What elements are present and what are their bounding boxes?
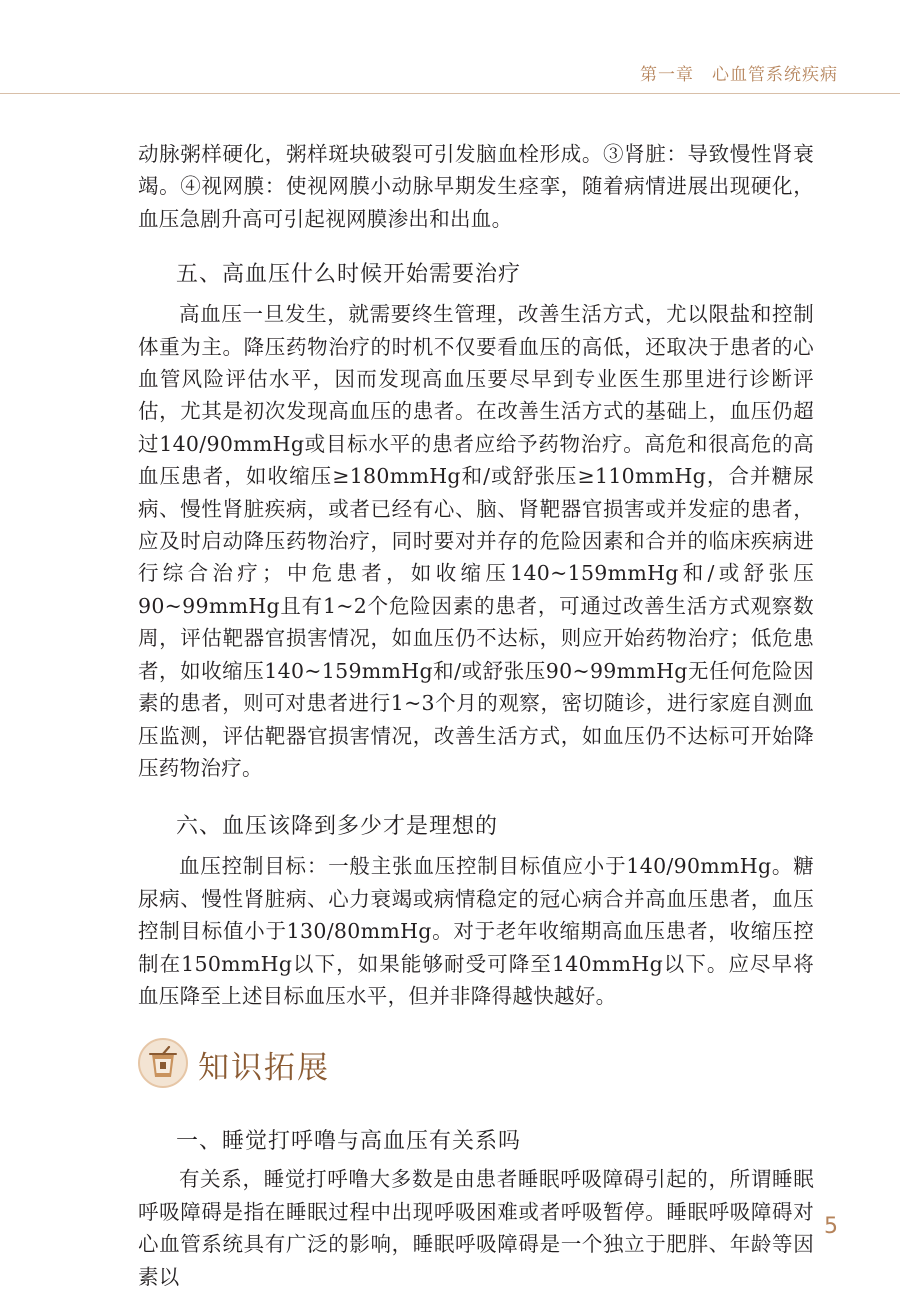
page-number: 5 — [824, 1214, 838, 1239]
section-heading-extension-1: 一、睡觉打呼噜与高血压有关系吗 — [176, 1129, 522, 1155]
page-content — [138, 138, 814, 1293]
continuation-paragraph: 动脉粥样硬化，粥样斑块破裂可引发脑血栓形成。③肾脏：导致慢性肾衰竭。④视网膜：使视网膜小动脉早期发生痉挛，随着病情进展出现硬化，血压急剧升高可引起视网膜渗出和出血。 — [138, 142, 814, 231]
section-6-body: 血压控制目标：一般主张血压控制目标值应小于140/90mmHg。糖尿病、慢性肾脏病、心力衰竭或病情稳定的冠心病合并高血压患者，血压控制目标值小于130/80mmHg。对于老年收缩期高血压患者，收缩压控制在150mmHg以下，如果能够耐受可降至140mmHg以下。应尽早将血压降至上述目标血压水平，但并非降得越快越好。 — [138, 854, 814, 1008]
header-rule — [0, 93, 900, 94]
knowledge-extension-banner — [138, 1034, 814, 1096]
section-heading-6: 六、血压该降到多少才是理想的 — [176, 814, 499, 840]
banner-title: 知识拓展 — [198, 1050, 330, 1087]
section-heading-5: 五、高血压什么时候开始需要治疗 — [176, 262, 522, 288]
section-5-body: 高血压一旦发生，就需要终生管理，改善生活方式，尤以限盐和控制体重为主。降压药物治疗的时机不仅要看血压的高低，还取决于患者的心血管风险评估水平，因而发现高血压要尽早到专业医生那里进行诊断评估，尤其是初次发现高血压的患者。在改善生活方式的基础上，血压仍超过140/90mmHg或目标水平的患者应给予药物治疗。高危和很高危的高血压患者，如收缩压≥180mmHg和/或舒张压≥110mmHg，合并糖尿病、慢性肾脏疾病，或者已经有心、脑、肾靶器官损害或并发症的患者，应及时启动降压药物治疗，同时要对并存的危险因素和合并的临床疾病进行综合治疗；中危患者，如收缩压140~159mmHg和/或舒张压90~99mmHg且有1~2个危险因素的患者，可通过改善生活方式观察数周，评估靶器官损害情况，如血压仍不达标，则应开始药物治疗；低危患者，如收缩压140~159mmHg和/或舒张压90~99mmHg无任何危险因素的患者，则可对患者进行1~3个月的观察，密切随诊，进行家庭自测血压监测，评估靶器官损害情况，改善生活方式，如血压仍不达标可开始降压药物治疗。 — [138, 302, 814, 780]
drink-cup-icon — [138, 1038, 188, 1088]
running-head — [0, 0, 900, 95]
extension-1-body: 有关系，睡觉打呼噜大多数是由患者睡眠呼吸障碍引起的，所谓睡眠呼吸障碍是指在睡眠过程中出现呼吸困难或者呼吸暂停。睡眠呼吸障碍对心血管系统具有广泛的影响，睡眠呼吸障碍是一个独立于肥胖、年龄等因素以 — [138, 1167, 814, 1289]
chapter-title: 第一章 心血管系统疾病 — [640, 65, 838, 85]
